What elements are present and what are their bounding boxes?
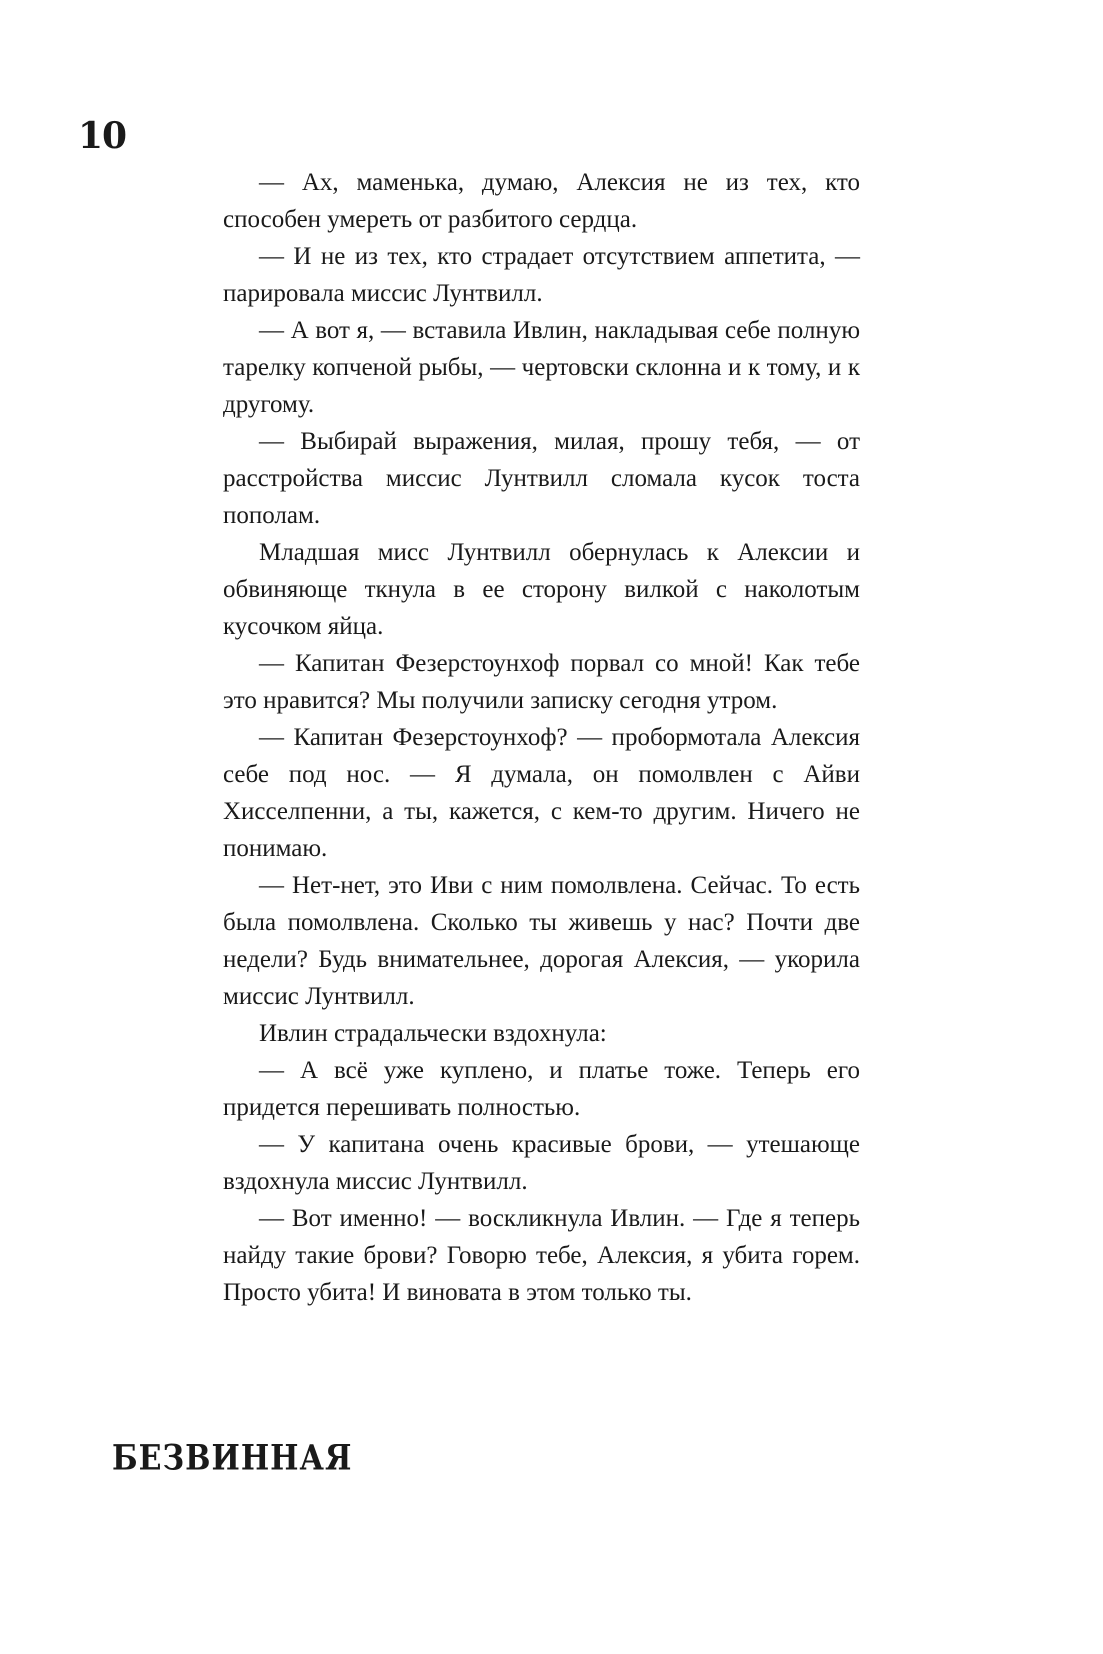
paragraph: — Капитан Фезерстоунхоф порвал со мной! Как тебе это нравится? Мы получили записку сегодня утром. (223, 650, 860, 714)
body-text (223, 164, 860, 1311)
paragraph: — А всё уже куплено, и платье тоже. Теперь его придется перешивать полностью. (223, 1057, 860, 1121)
running-footer-title: БЕЗВИННАЯ (112, 1438, 353, 1479)
paragraph: — Нет-нет, это Иви с ним помолвлена. Сейчас. То есть была помолвлена. Сколько ты живешь у нас? Почти две недели? Будь внимательнее, дорогая Алексия, — укорила миссис Лунтвилл. (223, 872, 860, 1010)
paragraph: — А вот я, — вставила Ивлин, накладывая себе полную тарелку копченой рыбы, — чертовски склонна и к тому, и к другому. (223, 317, 860, 418)
paragraph: Младшая мисс Лунтвилл обернулась к Алексии и обвиняюще ткнула в ее сторону вилкой с наколотым кусочком яйца. (223, 539, 860, 640)
paragraph: Ивлин страдальчески вздохнула: (259, 1020, 607, 1047)
page-number: 10 (78, 115, 127, 157)
paragraph: — Капитан Фезерстоунхоф? — пробормотала Алексия себе под нос. — Я думала, он помолвлен с Айви Хисселпенни, а ты, кажется, с кем-то другим. Ничего не понимаю. (223, 724, 860, 862)
paragraph: — Ах, маменька, думаю, Алексия не из тех, кто способен умереть от разбитого сердца. (223, 169, 860, 233)
paragraph: — У капитана очень красивые брови, — утешающе вздохнула миссис Лунтвилл. (223, 1131, 860, 1195)
paragraph: — Вот именно! — воскликнула Ивлин. — Где я теперь найду такие брови? Говорю тебе, Алексия, я убита горем. Просто убита! И виновата в этом только ты. (223, 1205, 860, 1306)
paragraph: — И не из тех, кто страдает отсутствием аппетита, — парировала миссис Лунтвилл. (223, 243, 860, 307)
paragraph: — Выбирай выражения, милая, прошу тебя, — от расстройства миссис Лунтвилл сломала кусок тоста пополам. (223, 428, 860, 529)
